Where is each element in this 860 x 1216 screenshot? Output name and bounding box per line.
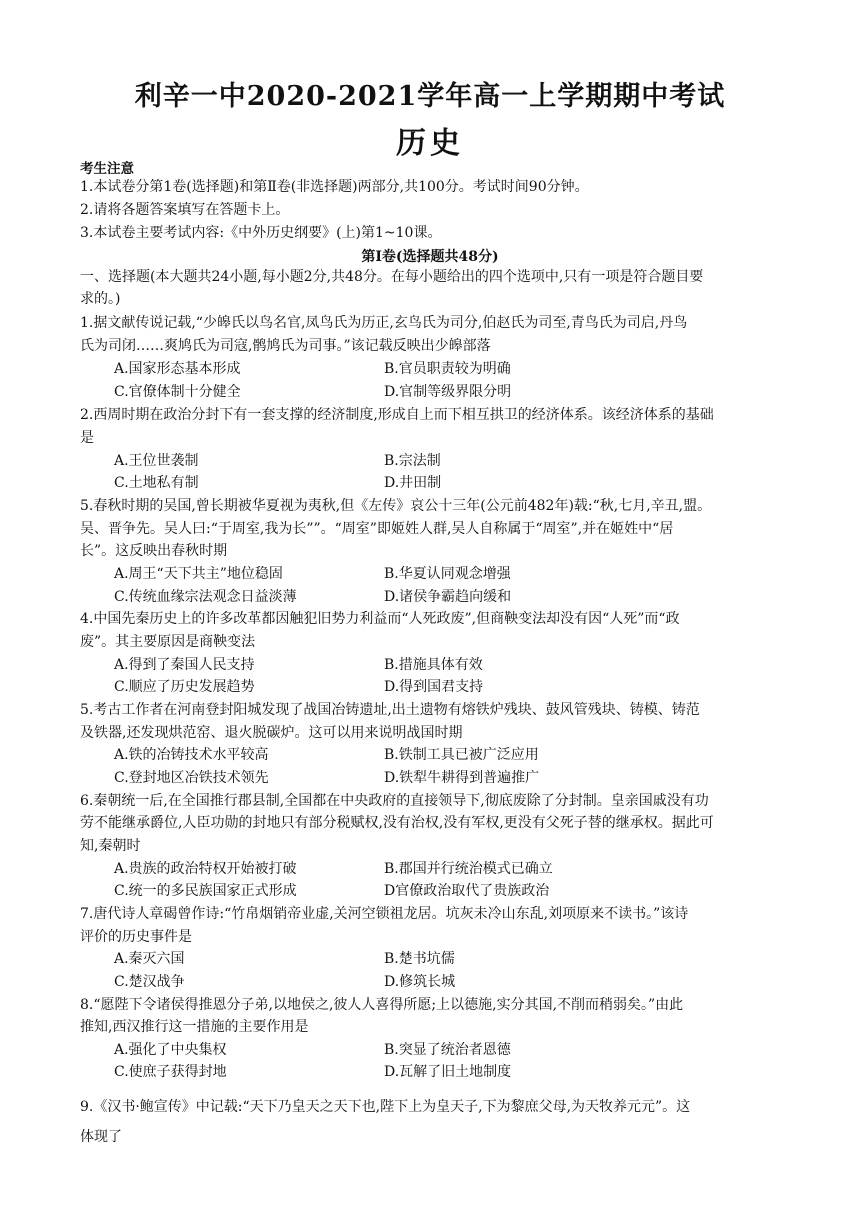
option-b: B.郡国并行统治模式已确立 bbox=[384, 861, 553, 877]
option-a: A.王位世袭制 bbox=[114, 453, 199, 469]
question-text: 5.春秋时期的吴国,曾长期被华夏视为夷秋,但《左传》哀公十三年(公元前482年)载:“秋,七月,辛丑,盟。 bbox=[80, 498, 712, 514]
option-c: C.传统血缘宗法观念日益淡薄 bbox=[114, 589, 297, 605]
option-c: C.使庶子获得封地 bbox=[114, 1064, 227, 1080]
option-b: B.华夏认同观念增强 bbox=[384, 566, 511, 582]
option-d: D官僚政治取代了贵族政治 bbox=[384, 883, 550, 899]
section-heading: 第Ⅰ卷(选择题共48分) bbox=[361, 249, 499, 265]
question-text: 1.据文献传说记载,“少皞氏以鸟名官,凤鸟氏为历正,玄鸟氏为司分,伯赵氏为司至,青鸟氏为司启,丹鸟 bbox=[80, 315, 688, 331]
option-a: A.强化了中央集权 bbox=[114, 1042, 227, 1058]
option-b: B.官员职责较为明确 bbox=[384, 361, 511, 377]
question-text: 吴、晋争先。吴人曰:“于周室,我为长””。“周室”即姬姓人群,吴人自称属于“周室”,并在姬姓中“居 bbox=[80, 521, 674, 537]
option-d: D.得到国君支持 bbox=[384, 679, 484, 695]
option-c: C.顺应了历史发展趋势 bbox=[114, 679, 255, 695]
question-text: 5.考古工作者在河南登封阳城发现了战国冶铸遗址,出土遗物有熔铁炉残块、鼓风管残块、铸模、铸范 bbox=[80, 702, 700, 718]
section-instruction: 一、选择题(本大题共24小题,每小题2分,共48分。在每小题给出的四个选项中,只有一项是符合题目要 bbox=[80, 269, 704, 285]
notice-item: 1.本试卷分第1卷(选择题)和第Ⅱ卷(非选择题)两部分,共100分。考试时间90分钟。 bbox=[80, 179, 589, 195]
option-c: C.官僚体制十分健全 bbox=[114, 384, 241, 400]
question-text: 知,秦朝时 bbox=[80, 838, 141, 854]
option-d: D.修筑长城 bbox=[384, 974, 456, 990]
question-text: 推知,西汉推行这一措施的主要作用是 bbox=[80, 1019, 309, 1035]
subject-title: 历史 bbox=[396, 126, 464, 161]
option-c: C.楚汉战争 bbox=[114, 974, 185, 990]
section-instruction: 求的。) bbox=[80, 291, 121, 307]
option-b: B.楚书坑儒 bbox=[384, 951, 455, 967]
option-c: C.统一的多民族国家正式形成 bbox=[114, 883, 297, 899]
option-d: D.官制等级界限分明 bbox=[384, 384, 512, 400]
question-text: 及铁器,还发现烘范窑、退火脱碳炉。这可以用来说明战国时期 bbox=[80, 725, 463, 741]
option-c: C.登封地区冶铁技术领先 bbox=[114, 770, 269, 786]
option-b: B.突显了统治者恩德 bbox=[384, 1042, 511, 1058]
option-a: A.国家形态基本形成 bbox=[114, 361, 241, 377]
option-a: A.周王“天下共主”地位稳固 bbox=[114, 566, 283, 582]
option-b: B.措施具体有效 bbox=[384, 657, 483, 673]
option-c: C.土地私有制 bbox=[114, 475, 199, 491]
option-b: B.铁制工具已被广泛应用 bbox=[384, 747, 539, 763]
question-text: 4.中国先秦历史上的许多改革都因触犯旧势力利益而“人死政废”,但商鞅变法却没有因“人死”而“政 bbox=[80, 611, 680, 627]
question-text: 废”。其主要原因是商鞅变法 bbox=[80, 634, 256, 650]
question-text: 是 bbox=[80, 430, 94, 446]
option-a: A.铁的冶铸技术水平较高 bbox=[114, 747, 269, 763]
option-a: A.秦灭六国 bbox=[114, 951, 185, 967]
question-text: 劳不能继承爵位,人臣功勋的封地只有部分税赋权,没有治权,没有军权,更没有父死子替的继承权。据此可 bbox=[80, 815, 714, 831]
option-d: D.井田制 bbox=[384, 475, 442, 491]
option-d: D.铁犁牛耕得到普遍推广 bbox=[384, 770, 540, 786]
option-a: A.贵族的政治特权开始被打破 bbox=[114, 861, 297, 877]
option-d: D.瓦解了旧土地制度 bbox=[384, 1064, 512, 1080]
question-text: 6.秦朝统一后,在全国推行郡县制,全国都在中央政府的直接领导下,彻底废除了分封制。皇亲国戚没有功 bbox=[80, 793, 709, 809]
option-b: B.宗法制 bbox=[384, 453, 441, 469]
question-text: 体现了 bbox=[80, 1129, 122, 1145]
option-d: D.诸侯争霸趋向缓和 bbox=[384, 589, 512, 605]
question-text: 评价的历史事件是 bbox=[80, 929, 192, 945]
notice-item: 2.请将各题答案填写在答题卡上。 bbox=[80, 202, 290, 218]
question-text: 7.唐代诗人章碣曾作诗:“竹帛烟销帝业虚,关河空锁祖龙居。坑灰未冷山东乱,刘项原来不读书。”该诗 bbox=[80, 906, 689, 922]
notice-item: 3.本试卷主要考试内容:《中外历史纲要》(上)第1~10课。 bbox=[80, 225, 442, 241]
exam-title: 利辛一中2020-2021学年高一上学期期中考试 bbox=[134, 81, 726, 112]
option-a: A.得到了秦国人民支持 bbox=[114, 657, 255, 673]
notice-heading: 考生注意 bbox=[80, 161, 134, 177]
question-text: 氏为司闭……爽鸠氏为司寇,鹘鸠氏为司事。”该记载反映出少皞部落 bbox=[80, 338, 491, 354]
question-text: 2.西周时期在政治分封下有一套支撑的经济制度,形成自上而下相互拱卫的经济体系。该经济体系的基础 bbox=[80, 407, 714, 423]
question-text: 8.“愿陛下令诸侯得推恩分子弟,以地侯之,彼人人喜得所愿;上以德施,实分其国,不削而稍弱矣。”由此 bbox=[80, 997, 684, 1013]
question-text: 长”。这反映出春秋时期 bbox=[80, 543, 228, 559]
question-text: 9.《汉书·鲍宣传》中记载:“天下乃皇天之天下也,陛下上为皇天子,下为黎庶父母,为天牧养元元”。这 bbox=[80, 1099, 691, 1115]
